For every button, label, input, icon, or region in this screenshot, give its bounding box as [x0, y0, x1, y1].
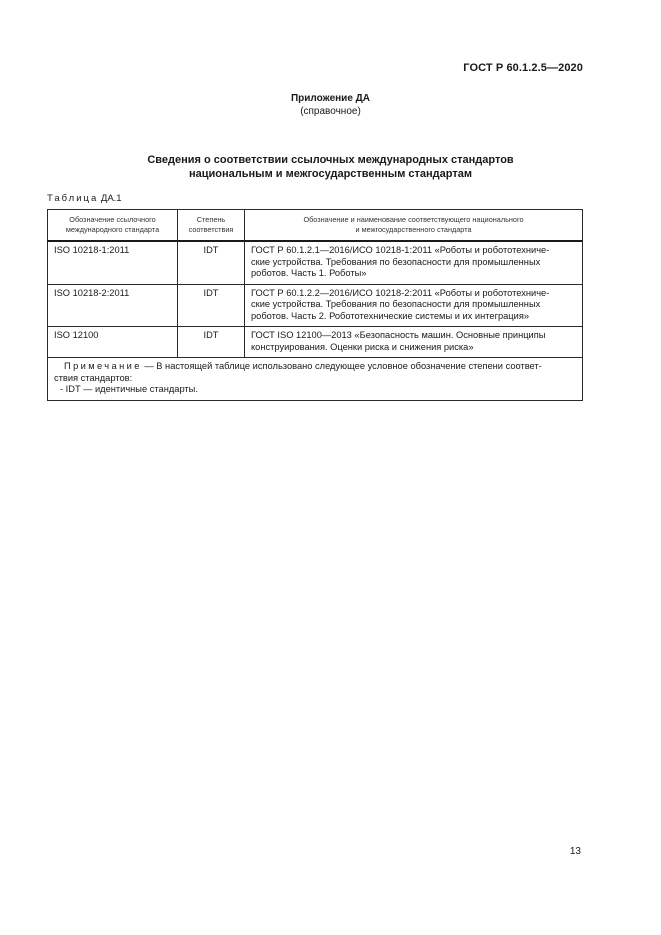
national-standard-cell [245, 327, 583, 358]
cell-line: ские устройства. Требования по безопасности для промышленных [251, 256, 541, 267]
cell-line: роботов. Часть 1. Роботы» [251, 268, 367, 278]
national-standard-cell [245, 241, 583, 284]
standards-table [47, 209, 583, 401]
header-degree [178, 210, 245, 242]
cell-line: ГОСТ ISO 12100—2013 «Безопасность машин. Основные принципы [251, 330, 546, 340]
degree-cell: IDT [178, 241, 245, 284]
note-label: Примечание [64, 361, 142, 371]
header-text: Обозначение и наименование соответствующего национального [303, 215, 524, 224]
table-header-row [48, 210, 583, 242]
annex-title: Приложение ДА [290, 93, 371, 104]
degree-cell: IDT [178, 284, 245, 327]
note-line: ствия стандартов: [54, 372, 133, 383]
section-title [0, 153, 661, 181]
intl-standard-cell: ISO 10218-2:2011 [48, 284, 178, 327]
header-intl-standard [48, 210, 178, 242]
note-item: - IDT — идентичные стандарты. [60, 384, 198, 394]
table-row [48, 284, 583, 327]
header-text: соответствия [188, 225, 234, 234]
header-text: Степень [196, 215, 226, 224]
cell-line: ГОСТ Р 60.1.2.1—2016/ИСО 10218-1:2011 «Роботы и робототехниче- [251, 245, 550, 255]
cell-line: роботов. Часть 2. Робототехнические системы и их интеграция» [251, 310, 530, 321]
cell-line: ские устройства. Требования по безопасности для промышленных [251, 299, 541, 309]
section-title-line: национальным и межгосударственным стандартам [189, 168, 472, 180]
table-caption [47, 193, 122, 204]
table-note [48, 358, 583, 401]
annex-heading [0, 92, 661, 118]
document-code: ГОСТ Р 60.1.2.5—2020 [463, 62, 583, 74]
table-caption-label: Таблица [47, 193, 99, 204]
header-national-standard [245, 210, 583, 242]
table-row [48, 241, 583, 284]
table-note-row [48, 358, 583, 401]
header-text: международного стандарта [65, 225, 160, 234]
note-text: — В настоящей таблице использовано следующее условное обозначение степени соответ- [141, 361, 542, 371]
intl-standard-cell: ISO 12100 [48, 327, 178, 358]
header-text: и межгосударственного стандарта [355, 225, 472, 234]
header-text: Обозначение ссылочного [69, 215, 156, 224]
table-row [48, 327, 583, 358]
section-title-line: Сведения о соответствии ссылочных международных стандартов [147, 154, 514, 166]
annex-subtitle: (справочное) [300, 106, 361, 117]
cell-line: конструирования. Оценки риска и снижения риска» [251, 341, 474, 352]
degree-cell: IDT [178, 327, 245, 358]
cell-line: ГОСТ Р 60.1.2.2—2016/ИСО 10218-2:2011 «Роботы и робототехниче- [251, 287, 550, 298]
intl-standard-cell: ISO 10218-1:2011 [48, 241, 178, 284]
national-standard-cell [245, 284, 583, 327]
table-caption-number: ДА.1 [100, 193, 122, 204]
note-line [54, 361, 576, 373]
page-number: 13 [569, 846, 581, 857]
